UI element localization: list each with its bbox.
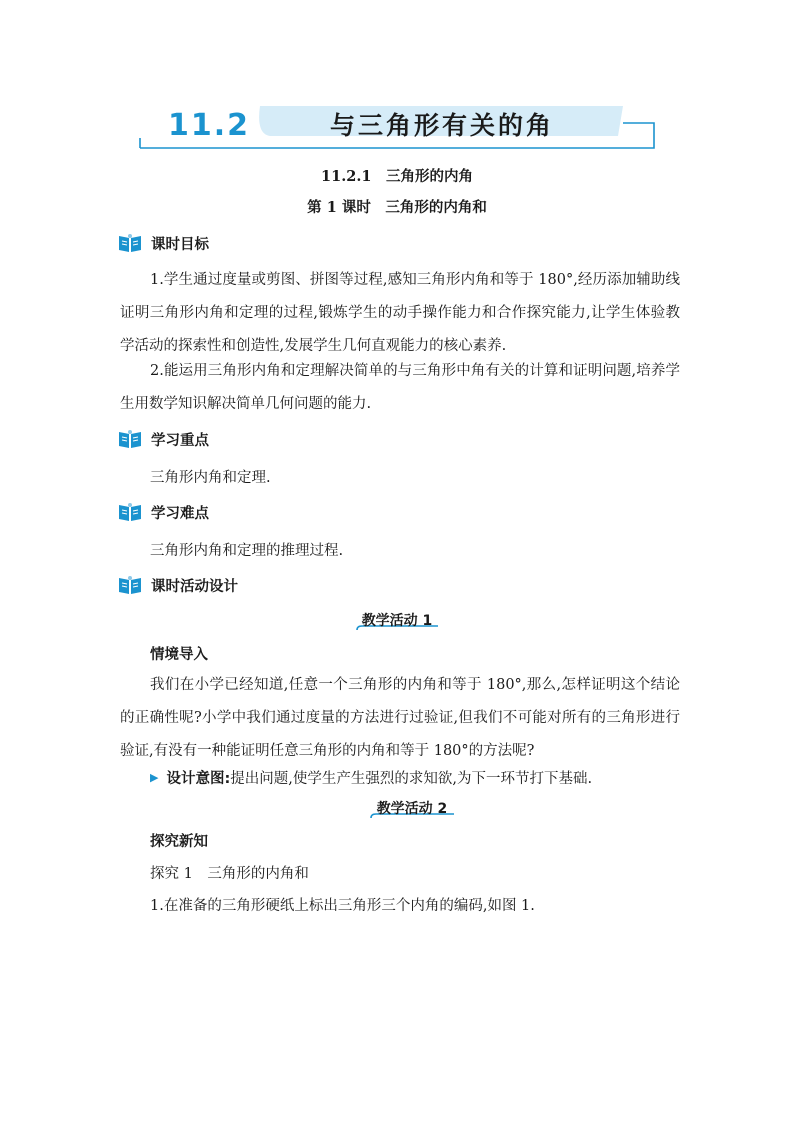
goal-item-2: 2.能运用三角形内角和定理解决简单的与三角形中角有关的计算和证明问题,培养学生用数学知识解决简单几何问题的能力.: [120, 363, 680, 412]
subsection-title: 11.2.1 三角形的内角: [321, 168, 473, 185]
activity-1-text: 我们在小学已经知道,任意一个三角形的内角和等于 180°,那么,怎样证明这个结论的正确性呢?小学中我们通过度量的方法进行过验证,但我们不可能对所有的三角形进行验证,有没有一种能证明任意三角形的内角和等于 180°的方法呢?: [120, 677, 680, 759]
activity-1-design-note: [150, 767, 592, 788]
section-goals: [118, 232, 209, 254]
section-number: 11.2: [168, 108, 251, 143]
goal-item-1: 1.学生通过度量或剪图、拼图等过程,感知三角形内角和等于 180°,经历添加辅助线证明三角形内角和定理的过程,锻炼学生的动手操作能力和合作探究能力,让学生体验教学活动的探索性和创造性,发展学生几何直观能力的核心素养.: [120, 272, 680, 354]
design-text: 提出问题,使学生产生强烈的求知欲,为下一环节打下基础.: [230, 771, 593, 787]
triangle-bullet-icon: ▶: [150, 771, 159, 784]
activity-1-subtitle: 情境导入: [150, 647, 208, 663]
activity-1-label-box: [354, 607, 440, 633]
design-label: 设计意图:: [166, 771, 231, 787]
section-goals-title: 课时目标: [151, 236, 209, 253]
activity-1-label: 教学活动 1: [361, 613, 433, 629]
key-point-text: 三角形内角和定理.: [150, 470, 271, 486]
section-key-point-title: 学习重点: [151, 432, 209, 449]
activity-2-label: 教学活动 2: [376, 801, 448, 817]
section-design-title: 课时活动设计: [151, 578, 238, 595]
section-difficulty: [118, 501, 209, 523]
book-icon: [118, 429, 142, 449]
explore-heading: 探究 1 三角形的内角和: [150, 866, 309, 882]
book-icon: [118, 575, 142, 595]
activity-2-subtitle: 探究新知: [150, 834, 208, 850]
difficulty-text: 三角形内角和定理的推理过程.: [150, 543, 344, 559]
book-icon: [118, 502, 142, 522]
explore-step-1: 1.在准备的三角形硬纸上标出三角形三个内角的编码,如图 1.: [150, 898, 535, 914]
section-design: [118, 574, 238, 596]
book-icon: [118, 233, 142, 253]
section-key-point: [118, 428, 209, 450]
activity-2-label-box: [368, 795, 456, 821]
section-difficulty-title: 学习难点: [151, 505, 209, 522]
lesson-title: 第 1 课时 三角形的内角和: [307, 199, 487, 216]
section-title: 与三角形有关的角: [330, 111, 555, 140]
